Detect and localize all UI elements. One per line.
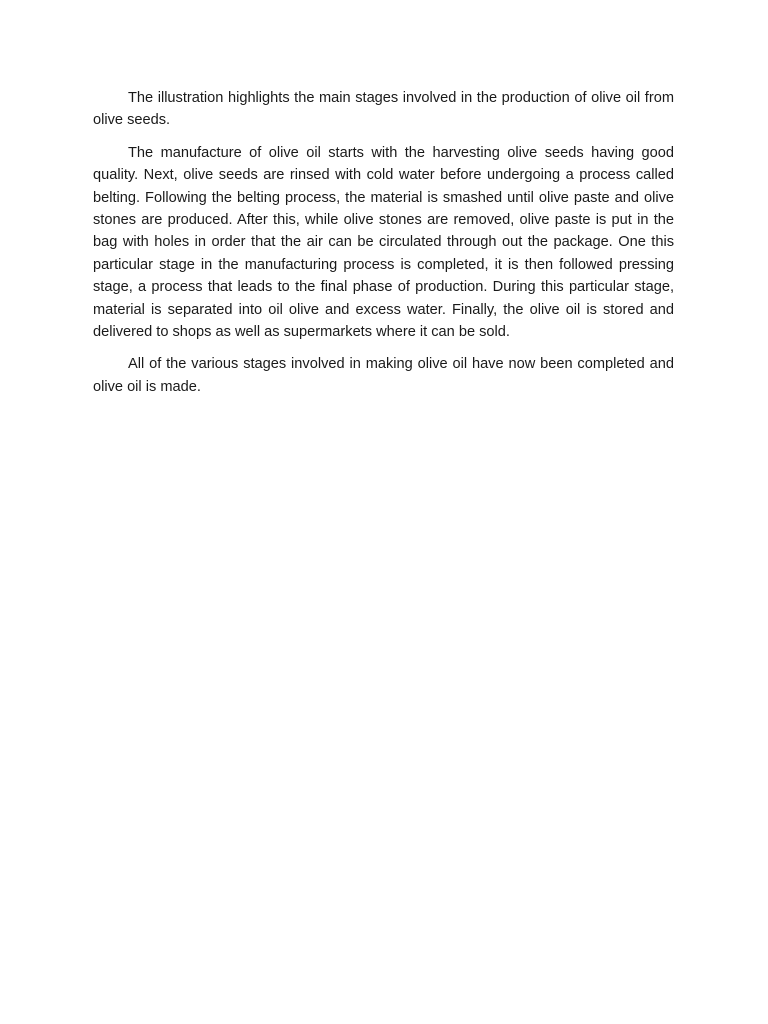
paragraph-conclusion: All of the various stages involved in making olive oil have now been completed and olive oil is made. <box>93 356 674 395</box>
paragraph-process-overview: The manufacture of olive oil starts with the harvesting olive seeds having good quality. Next, olive seeds are rinsed with cold water before undergoing a process called belting. Following the belting process, the material is smashed until olive paste and olive stones are produced. After this, while olive stones are removed, olive paste is put in the bag with holes in order that the air can be circulated through out the package. One this particular stage in the manufacturing process is completed, it is then followed pressing stage, a process that leads to the final phase of production. During this particular stage, material is separated into oil olive and excess water. Finally, the olive oil is stored and delivered to shops as well as supermarkets where it can be sold. <box>93 144 674 341</box>
paragraph-introduction: The illustration highlights the main stages involved in the production of olive oil from olive seeds. <box>93 90 674 129</box>
document-body <box>93 87 674 408</box>
